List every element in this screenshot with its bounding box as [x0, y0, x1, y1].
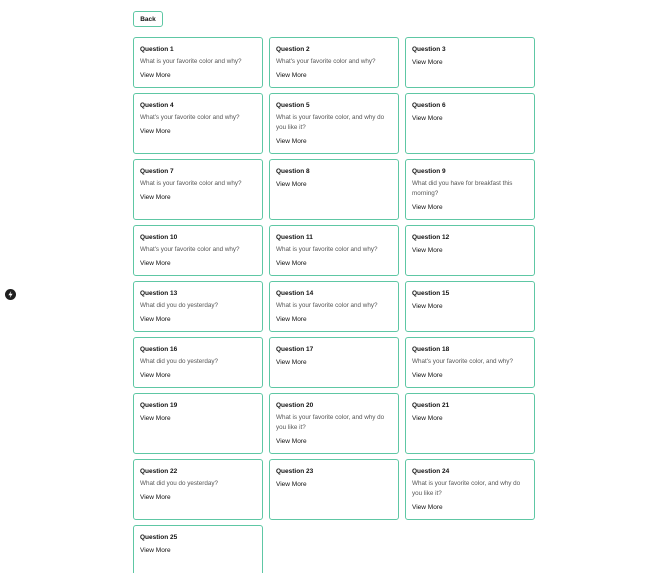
view-more-link[interactable]: View More	[276, 72, 307, 79]
question-text: What is your favorite color, and why do you like it?	[412, 480, 521, 497]
question-title: Question 24	[412, 468, 450, 475]
question-title: Question 3	[412, 46, 446, 53]
view-more-link[interactable]: View More	[140, 372, 171, 379]
question-text: What is your favorite color and why?	[276, 246, 378, 253]
question-title: Question 10	[140, 234, 178, 241]
question-card	[405, 37, 535, 88]
question-title: Question 20	[276, 402, 314, 409]
question-card	[405, 93, 535, 154]
question-card	[133, 37, 263, 88]
questions-grid	[133, 37, 535, 573]
question-title: Question 11	[276, 234, 313, 241]
question-card	[405, 159, 535, 220]
view-more-link[interactable]: View More	[140, 128, 171, 135]
question-text: What's your favorite color and why?	[140, 246, 240, 253]
question-card	[405, 225, 535, 276]
view-more-link[interactable]: View More	[276, 316, 307, 323]
question-text: What's your favorite color and why?	[140, 114, 240, 121]
question-title: Question 8	[276, 168, 310, 175]
question-text: What is your favorite color and why?	[140, 180, 242, 187]
question-card	[269, 225, 399, 276]
question-text: What's your favorite color, and why?	[412, 358, 513, 365]
question-title: Question 1	[140, 46, 174, 53]
question-title: Question 22	[140, 468, 178, 475]
view-more-link[interactable]: View More	[140, 194, 171, 201]
view-more-link[interactable]: View More	[276, 438, 307, 445]
view-more-link[interactable]: View More	[412, 115, 443, 122]
view-more-link[interactable]: View More	[276, 138, 307, 145]
view-more-link[interactable]: View More	[140, 316, 171, 323]
question-title: Question 13	[140, 290, 178, 297]
question-card	[133, 393, 263, 454]
back-button[interactable]: Back	[133, 11, 163, 27]
view-more-link[interactable]: View More	[276, 481, 307, 488]
question-title: Question 25	[140, 534, 178, 541]
question-text: What's your favorite color and why?	[276, 58, 376, 65]
question-text: What did you do yesterday?	[140, 302, 219, 309]
view-more-link[interactable]: View More	[412, 504, 443, 511]
view-more-link[interactable]: View More	[140, 260, 171, 267]
question-title: Question 17	[276, 346, 314, 353]
view-more-link[interactable]: View More	[140, 494, 171, 501]
question-card	[269, 37, 399, 88]
view-more-link[interactable]: View More	[140, 415, 171, 422]
extension-bolt-icon[interactable]	[5, 289, 16, 300]
question-text: What is your favorite color, and why do you like it?	[276, 414, 385, 431]
question-text: What is your favorite color, and why do you like it?	[276, 114, 385, 131]
question-card	[269, 337, 399, 388]
question-card	[405, 393, 535, 454]
question-card	[405, 459, 535, 520]
view-more-link[interactable]: View More	[276, 359, 307, 366]
question-text: What did you do yesterday?	[140, 480, 219, 487]
question-card	[269, 459, 399, 520]
view-more-link[interactable]: View More	[412, 59, 443, 66]
question-title: Question 2	[276, 46, 310, 53]
question-title: Question 15	[412, 290, 450, 297]
question-card	[269, 159, 399, 220]
question-card	[405, 337, 535, 388]
view-more-link[interactable]: View More	[412, 372, 443, 379]
question-card	[133, 225, 263, 276]
question-card	[405, 281, 535, 332]
view-more-link[interactable]: View More	[412, 415, 443, 422]
question-title: Question 23	[276, 468, 314, 475]
question-title: Question 19	[140, 402, 178, 409]
question-title: Question 6	[412, 102, 446, 109]
question-title: Question 18	[412, 346, 450, 353]
view-more-link[interactable]: View More	[412, 247, 443, 254]
view-more-link[interactable]: View More	[412, 204, 443, 211]
question-text: What did you do yesterday?	[140, 358, 219, 365]
question-title: Question 9	[412, 168, 446, 175]
view-more-link[interactable]: View More	[140, 72, 171, 79]
question-card	[133, 93, 263, 154]
question-title: Question 4	[140, 102, 174, 109]
question-card	[133, 159, 263, 220]
question-card	[133, 281, 263, 332]
view-more-link[interactable]: View More	[276, 260, 307, 267]
question-title: Question 14	[276, 290, 314, 297]
question-card	[133, 525, 263, 573]
question-card	[133, 459, 263, 520]
question-card	[269, 281, 399, 332]
question-title: Question 16	[140, 346, 178, 353]
question-text: What did you have for breakfast this morning?	[412, 180, 513, 197]
view-more-link[interactable]: View More	[140, 547, 171, 554]
question-title: Question 7	[140, 168, 174, 175]
question-card	[133, 337, 263, 388]
question-text: What is your favorite color and why?	[276, 302, 378, 309]
question-text: What is your favorite color and why?	[140, 58, 242, 65]
question-title: Question 5	[276, 102, 310, 109]
view-more-link[interactable]: View More	[276, 181, 307, 188]
question-title: Question 12	[412, 234, 450, 241]
question-title: Question 21	[412, 402, 450, 409]
question-card	[269, 393, 399, 454]
question-card	[269, 93, 399, 154]
view-more-link[interactable]: View More	[412, 303, 443, 310]
